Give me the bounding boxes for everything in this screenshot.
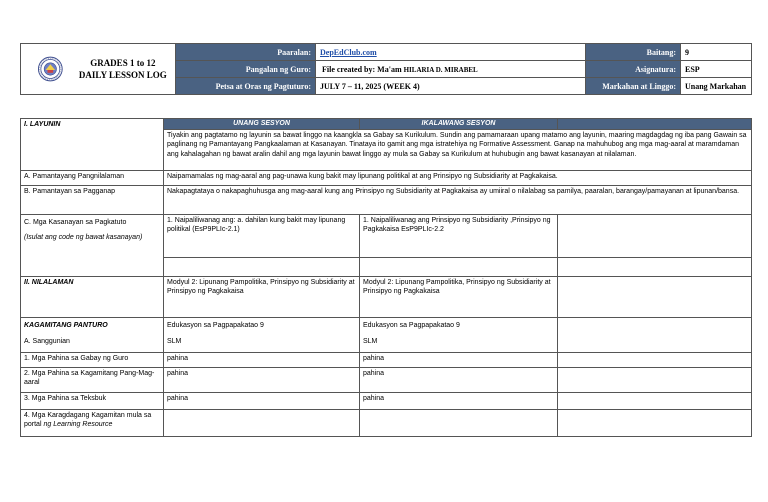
session-header-2: IKALAWANG SESYON (360, 119, 558, 130)
baitang-value: 9 (681, 44, 752, 61)
sanggunian-s1: SLM (167, 338, 182, 345)
asignatura-value: ESP (681, 61, 752, 78)
kasanayan-label: C. Mga Kasanayan sa Pagkatuto (24, 218, 127, 226)
kagamitang-s1: pahina (164, 367, 360, 392)
paaralan-value (316, 44, 586, 61)
karagdagan-s3 (558, 409, 752, 436)
pangnilalaman-text: Naipamamalas ng mag-aaral ang pag-unawa kung bakit may lipunang politikal at ang Prinsipyo ng Subsidiarity at Pagkakaisa. (164, 170, 752, 185)
title-line-2: DAILY LESSON LOG (78, 70, 167, 80)
kasanayan-s1-extra (164, 257, 360, 276)
gabay-s3 (558, 352, 752, 367)
lesson-log-table (20, 118, 752, 437)
petsa-value: JULY 7 – 11, 2025 (WEEK 4) (316, 78, 586, 95)
karagdagan-s2 (360, 409, 558, 436)
pangnilalaman-label: A. Pamantayang Pangnilalaman (21, 170, 164, 185)
layunin-label: I. LAYUNIN (21, 119, 164, 171)
gabay-label: 1. Mga Pahina sa Gabay ng Guro (21, 352, 164, 367)
kasanayan-s2: 1. Naipaliliwanag ang Prinsipyo ng Subsidiarity ,Prinsipyo ng Pagkakaisa EsP9PLIc-2.2 (360, 214, 558, 257)
deped-seal-icon (38, 56, 63, 82)
karagdagan-label-cell (21, 409, 164, 436)
markahan-value: Unang Markahan (681, 78, 752, 95)
teksbuk-s1: pahina (164, 392, 360, 409)
asignatura-label: Asignatura: (586, 61, 681, 78)
header-table (20, 43, 752, 95)
session-header-3 (558, 119, 752, 130)
teksbuk-s3 (558, 392, 752, 409)
pagganap-label: B. Pamantayan sa Pagganap (21, 185, 164, 214)
nilalaman-s2: Modyul 2: Lipunang Pampolitika, Prinsipyo ng Subsidiarity at Prinsipyo ng Pagkakaisa (360, 276, 558, 317)
gabay-s1: pahina (164, 352, 360, 367)
kagamitan-label: KAGAMITANG PANTURO (24, 321, 108, 329)
guro-label: Pangalan ng Guro: (176, 61, 316, 78)
kasanayan-label-cell (21, 214, 164, 276)
teksbuk-label: 3. Mga Pahina sa Teksbuk (21, 392, 164, 409)
nilalaman-s3 (558, 276, 752, 317)
kagamitan-label-cell (21, 317, 164, 352)
kagamitan-s2: Edukasyon sa Pagpapakatao 9 (363, 321, 460, 329)
session-header-1: UNANG SESYON (164, 119, 360, 130)
paaralan-label: Paaralan: (176, 44, 316, 61)
kagamitan-s1-cell (164, 317, 360, 352)
karagdagan-s1 (164, 409, 360, 436)
kagamitang-s2: pahina (360, 367, 558, 392)
kasanayan-note: (Isulat ang code ng bawat kasanayan) (24, 234, 143, 241)
kagamitang-label: 2. Mga Pahina sa Kagamitang Pang-Mag- aaral (21, 367, 164, 392)
layunin-text: Tiyakin ang pagtatamo ng layunin sa bawat linggo na kaangkla sa Gabay sa Kurikulum. Sundin ang pamamaraan upang matamo ang layunin, maaring magdagdag ng iba pang Gawain sa paglinang ng Pamantayang Pangkaalaman at Kasanayan. Tinataya ito gamit ang mga istratehiya ng Formative Assessment. Ganap na mahuhubog ang mga mag-aaral at maramdaman ang kahalagahan ng bawat aralin dahil ang mga layunin bawat linggo ay mula sa Gabay sa Kurikulum at huhubugin ang bawat kasanayan at nilalaman. (164, 129, 752, 170)
pagganap-text: Nakapagtataya o nakapaghuhusga ang mag-aaral kung ang Prinsipyo ng Subsidiarity at Pagkakaisa ay umiiral o nilalabag sa pamilya, paaralan, barangay/pamayanan at lipunan/bansa. (164, 185, 752, 214)
kagamitan-s3-cell (558, 317, 752, 352)
kasanayan-s3-extra (558, 257, 752, 276)
title-cell (21, 44, 176, 95)
kasanayan-s3 (558, 214, 752, 257)
kagamitan-s2-cell (360, 317, 558, 352)
sanggunian-label: A. Sanggunian (24, 338, 70, 345)
paaralan-link[interactable]: DepEdClub.com (320, 47, 377, 57)
guro-value (316, 61, 586, 78)
kasanayan-s1: 1. Naipaliliwanag ang: a. dahilan kung bakit may lipunang politikal (EsP9PLIc-2.1) (164, 214, 360, 257)
nilalaman-s1: Modyul 2: Lipunang Pampolitika, Prinsipyo ng Subsidiarity at Prinsipyo ng Pagkakaisa (164, 276, 360, 317)
guro-value-prefix: File created by: Ma'am (322, 64, 402, 74)
teksbuk-s2: pahina (360, 392, 558, 409)
kasanayan-s2-extra (360, 257, 558, 276)
page-title (71, 57, 175, 81)
nilalaman-label: II. NILALAMAN (21, 276, 164, 317)
baitang-label: Baitang: (586, 44, 681, 61)
markahan-label: Markahan at Linggo: (586, 78, 681, 95)
guro-value-name: HILARIA D. MIRABEL (403, 65, 478, 74)
karagdagan-label-italic: ng Learning Resource (43, 421, 113, 428)
petsa-label: Petsa at Oras ng Pagtuturo: (176, 78, 316, 95)
kagamitan-s1: Edukasyon sa Pagpapakatao 9 (167, 321, 264, 329)
title-line-1: GRADES 1 to 12 (90, 58, 156, 68)
gabay-s2: pahina (360, 352, 558, 367)
kagamitang-s3 (558, 367, 752, 392)
sanggunian-s2: SLM (363, 338, 378, 345)
karagdagan-label: 4. Mga Karagdagang Kagamitan mula sa portal (24, 411, 152, 428)
